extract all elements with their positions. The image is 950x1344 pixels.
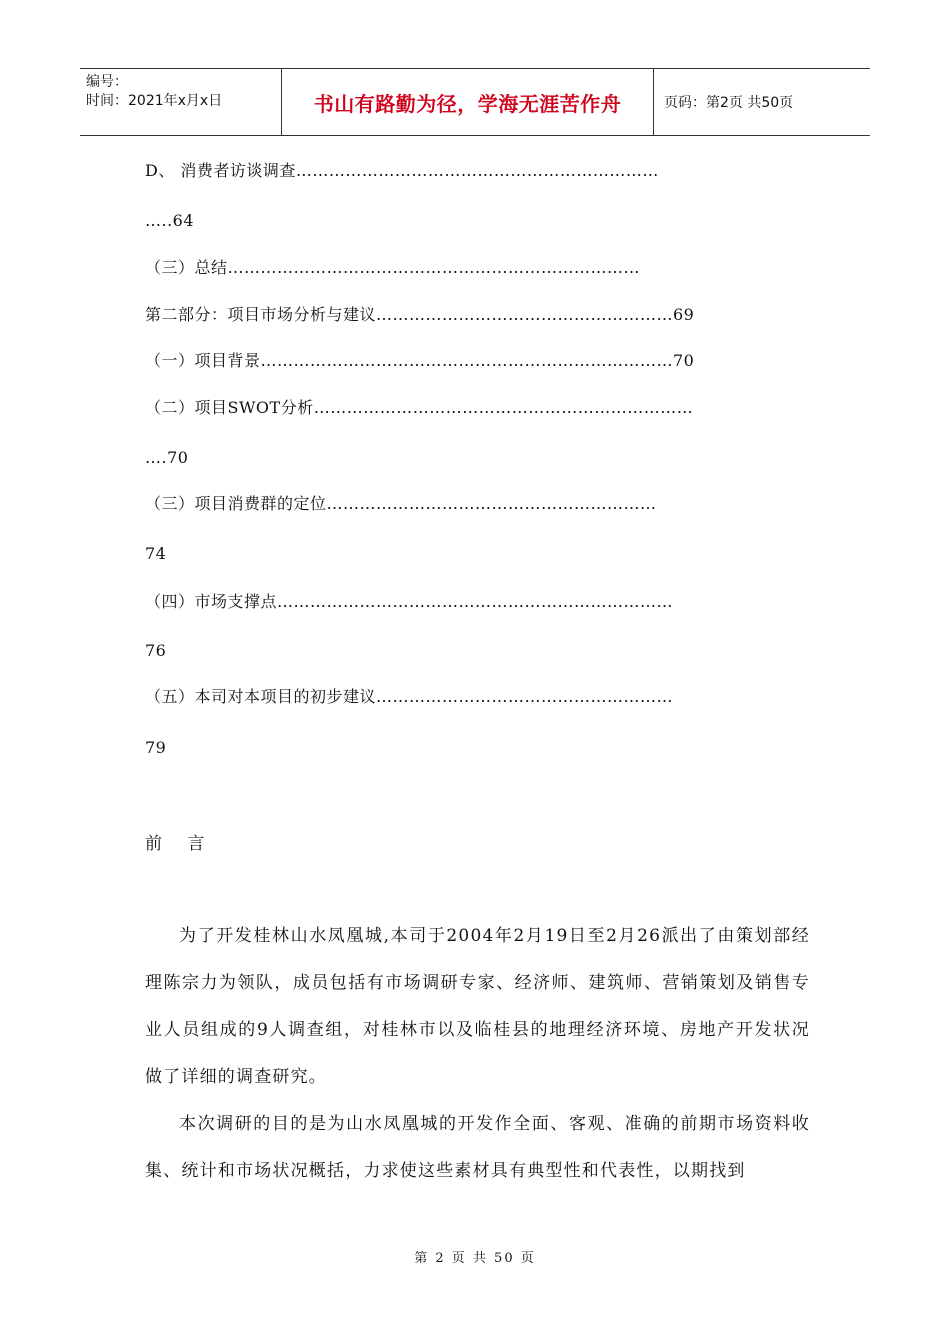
- document-date-label: 时间：2021年x月x日: [86, 93, 223, 109]
- toc-entry: ….70: [145, 448, 189, 467]
- toc-entry: 76: [145, 641, 167, 660]
- header-page-info: 页码：第2页 共50页: [664, 95, 794, 111]
- toc-entry: 79: [145, 738, 167, 757]
- toc-entry: （二）项目SWOT分析……………………………………………………………: [145, 398, 694, 417]
- toc-entry: …..64: [145, 211, 195, 230]
- toc-entry: 第二部分：项目市场分析与建议………………………………………………69: [145, 305, 695, 324]
- page-header: [80, 68, 870, 136]
- preface-body: [145, 913, 810, 1195]
- header-motto: 书山有路勤为径，学海无涯苦作舟: [282, 69, 654, 135]
- toc-entry: （三）项目消费群的定位……………………………………………………: [145, 494, 657, 513]
- toc-entry: （五）本司对本项目的初步建议………………………………………………: [145, 687, 674, 706]
- toc-entry: （三）总结…………………………………………………………………: [145, 258, 641, 277]
- document-number-label: 编号：: [86, 74, 128, 90]
- page-footer: 第 2 页 共 50 页: [414, 1251, 536, 1266]
- toc-entry: （一）项目背景…………………………………………………………………70: [145, 351, 695, 370]
- toc-entry: D、 消费者访谈调查…………………………………………………………: [145, 161, 659, 180]
- toc-entry: 74: [145, 544, 167, 563]
- preface-paragraph: 为了开发桂林山水凤凰城,本司于2004年2月19日至2月26派出了由策划部经理陈宗力为领队，成员包括有市场调研专家、经济师、建筑师、营销策划及销售专业人员组成的9人调查组，对桂林市以及临桂县的地理经济环境、房地产开发状况做了详细的调查研究。: [145, 926, 810, 1087]
- preface-paragraph: 本次调研的目的是为山水凤凰城的开发作全面、客观、准确的前期市场资料收集、统计和市场状况概括，力求使这些素材具有典型性和代表性，以期找到: [145, 1114, 810, 1181]
- header-meta: [80, 69, 282, 135]
- preface-title: 前 言: [145, 834, 215, 854]
- toc-entry: （四）市场支撑点………………………………………………………………: [145, 592, 674, 611]
